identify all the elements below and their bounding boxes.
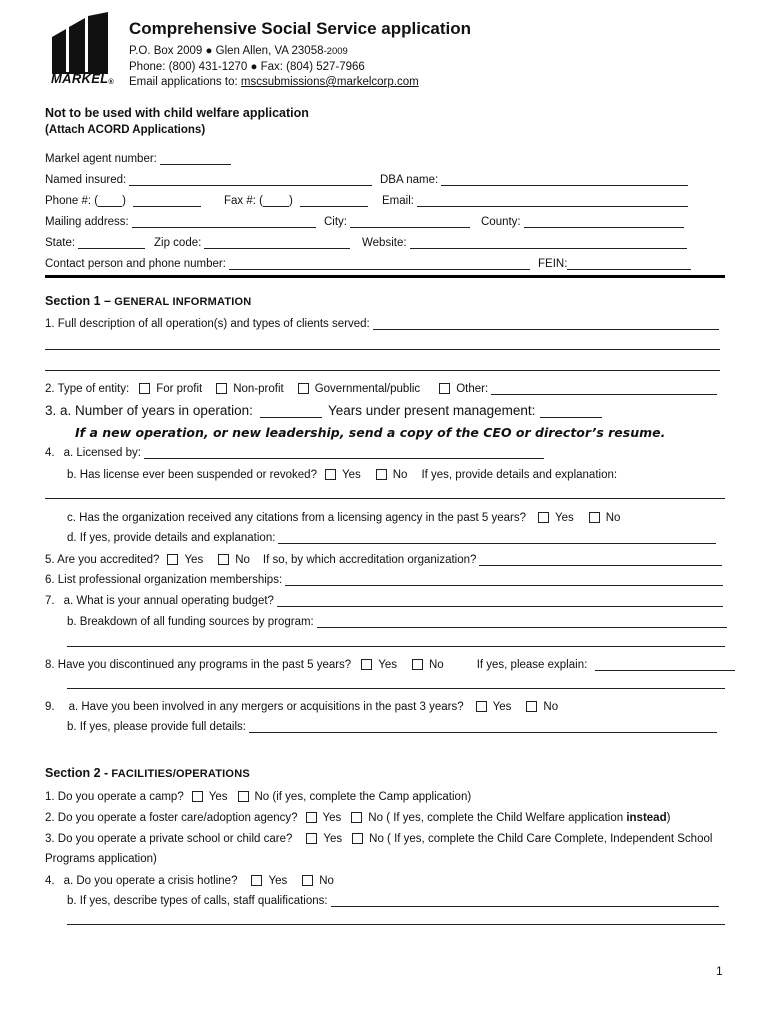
website-field[interactable]	[410, 237, 687, 249]
merger-details-field[interactable]	[249, 721, 717, 733]
s1-q9-yes-label: Yes	[492, 701, 512, 713]
s2-q1-row	[45, 787, 471, 803]
s1-q1-field[interactable]	[373, 318, 719, 330]
licensed-by-field[interactable]	[144, 447, 544, 459]
s1-q7a-row	[45, 592, 723, 607]
agent-number-row	[45, 150, 231, 165]
s1-q4b-no-label: No	[392, 469, 408, 481]
section-1-title: GENERAL INFORMATION	[114, 296, 252, 308]
years-under-management-field[interactable]	[540, 406, 602, 418]
s1-q8-row	[45, 655, 735, 671]
s1-q9-no-checkbox[interactable]	[526, 701, 537, 712]
email-prefix: Email applications to:	[129, 76, 238, 88]
phone-label: Phone #: (	[45, 195, 99, 207]
s1-q4b-label: b. Has license ever been suspended or revoked?	[67, 469, 317, 481]
s2-q4a-label: a. Do you operate a crisis hotline?	[63, 875, 238, 887]
s1-q4c-row	[67, 508, 620, 524]
dba-name-field[interactable]	[441, 174, 688, 186]
county-field[interactable]	[524, 216, 684, 228]
s1-q3-row	[45, 400, 322, 418]
s1-q7a-label: a. What is your annual operating budget?	[63, 595, 274, 607]
hotline-details-field[interactable]	[331, 895, 719, 907]
for-profit-checkbox[interactable]	[139, 383, 150, 394]
s1-q8-yes-label: Yes	[378, 659, 397, 671]
other-checkbox[interactable]	[439, 383, 450, 394]
funding-sources-field[interactable]	[317, 616, 727, 628]
address-text: P.O. Box 2009 ● Glen Allen, VA 23058	[129, 45, 324, 57]
state-label: State:	[45, 237, 76, 249]
contact-label: Contact person and phone number:	[45, 258, 226, 270]
for-profit-label: For profit	[156, 383, 203, 395]
zip-label: Zip code:	[154, 237, 202, 249]
submission-email-link[interactable]: mscsubmissions@markelcorp.com	[240, 76, 419, 88]
s1-q8-no-label: No	[428, 659, 444, 671]
notice-heading: Not to be used with child welfare application	[45, 106, 309, 120]
s1-q3-note: If a new operation, or new leadership, send a copy of the CEO or director’s resume.	[75, 425, 666, 440]
s2-q2-instead: instead	[626, 812, 667, 824]
county-label: County:	[481, 216, 521, 228]
city-field[interactable]	[350, 216, 470, 228]
contact-row	[45, 255, 530, 270]
fein-label: FEIN:	[538, 258, 568, 270]
s1-q5-row	[45, 550, 722, 566]
s1-q9-number: 9.	[45, 701, 55, 713]
s1-q4d-label: d. If yes, provide details and explanation:	[67, 532, 276, 544]
s1-q9a-label: a. Have you been involved in any mergers or acquisitions in the past 3 years?	[68, 701, 464, 713]
city-row	[324, 213, 470, 228]
s1-q9a-row	[45, 697, 558, 713]
phone-area-field[interactable]	[98, 195, 122, 207]
s2-q1-yes-label: Yes	[208, 791, 228, 803]
named-insured-field[interactable]	[129, 174, 372, 186]
s1-q8-line[interactable]	[67, 688, 725, 689]
s1-q4-number: 4.	[45, 447, 55, 459]
s1-q7b-line[interactable]	[67, 646, 725, 647]
s2-q4a-row	[45, 871, 334, 887]
s2-q3-row	[45, 829, 712, 845]
email-label: Email:	[382, 195, 414, 207]
named-insured-row	[45, 171, 372, 186]
years-in-operation-field[interactable]	[260, 406, 322, 418]
s2-q3-cont: Programs application)	[45, 853, 157, 865]
s2-q2-yes-checkbox[interactable]	[306, 812, 317, 823]
s2-q3-yes-label: Yes	[323, 833, 343, 845]
logo-text: MARKEL	[51, 71, 109, 86]
s1-q7b-row	[67, 613, 727, 628]
s1-q4b-yes-label: Yes	[341, 469, 361, 481]
s1-q4a-label: a. Licensed by:	[63, 447, 141, 459]
mailing-address-row	[45, 213, 316, 228]
governmental-checkbox[interactable]	[298, 383, 309, 394]
s2-q2-close: )	[666, 812, 671, 824]
s1-q3b-row	[328, 400, 602, 418]
phone-row	[45, 192, 201, 207]
accreditation-org-field[interactable]	[479, 554, 722, 566]
s1-q1-label: 1. Full description of all operation(s) and types of clients served:	[45, 318, 370, 330]
s1-q5-no-checkbox[interactable]	[218, 554, 229, 565]
governmental-label: Governmental/public	[314, 383, 421, 395]
s2-q1-yes-checkbox[interactable]	[192, 791, 203, 802]
logo-wordmark: MARKEL ®	[51, 71, 114, 86]
s1-q5-tail: If so, by which accreditation organization?	[262, 554, 477, 566]
s1-q9b-label: b. If yes, please provide full details:	[67, 721, 246, 733]
fein-row	[538, 255, 691, 270]
s1-q4b-yes-checkbox[interactable]	[325, 469, 336, 480]
s2-q2-row	[45, 808, 670, 824]
county-row	[481, 213, 684, 228]
state-row	[45, 234, 145, 249]
email-line	[129, 73, 419, 88]
s2-q3-label: 3. Do you operate a private school or child care?	[45, 833, 293, 845]
s2-q4-yes-label: Yes	[268, 875, 288, 887]
s2-q4b-line[interactable]	[67, 924, 725, 925]
agent-number-label: Markel agent number:	[45, 153, 157, 165]
s2-q2-no-label: No ( If yes, complete the Child Welfare application	[368, 812, 624, 824]
s2-q3-no-checkbox[interactable]	[352, 833, 363, 844]
operating-budget-field[interactable]	[277, 595, 723, 607]
s1-q1-row	[45, 315, 719, 330]
phone-fax-line: Phone: (800) 431-1270 ● Fax: (804) 527-7966	[129, 61, 365, 73]
email-field[interactable]	[417, 195, 688, 207]
s1-q6-row	[45, 571, 723, 586]
s2-q1-no-label: No (if yes, complete the Camp application)	[254, 791, 472, 803]
s1-q3b-label: Years under present management:	[328, 403, 536, 418]
s1-q4c-yes-checkbox[interactable]	[538, 512, 549, 523]
s2-q4b-row	[67, 892, 719, 907]
zip-row	[154, 234, 350, 249]
s1-q7b-label: b. Breakdown of all funding sources by program:	[67, 616, 314, 628]
s2-q4-no-checkbox[interactable]	[302, 875, 313, 886]
s1-q4c-yes-label: Yes	[554, 512, 574, 524]
fein-field[interactable]	[567, 258, 691, 270]
s1-q6-label: 6. List professional organization memberships:	[45, 574, 283, 586]
s1-q1-line-3[interactable]	[45, 370, 720, 371]
zip-field[interactable]	[204, 237, 350, 249]
memberships-field[interactable]	[285, 574, 723, 586]
s1-q4b-no-checkbox[interactable]	[376, 469, 387, 480]
s1-q9-no-label: No	[543, 701, 559, 713]
section-2-heading	[45, 764, 250, 780]
mailing-address-field[interactable]	[132, 216, 316, 228]
other-label: Other:	[456, 383, 489, 395]
fax-area-field[interactable]	[263, 195, 289, 207]
address-line	[129, 42, 348, 57]
fax-paren: )	[288, 195, 293, 207]
section-2-number: Section 2 -	[45, 766, 109, 780]
s2-q2-label: 2. Do you operate a foster care/adoption agency?	[45, 812, 298, 824]
s2-q2-no-checkbox[interactable]	[351, 812, 362, 823]
website-label: Website:	[362, 237, 407, 249]
s1-q2-row	[45, 379, 717, 395]
s1-q4c-no-checkbox[interactable]	[589, 512, 600, 523]
section-1-heading	[45, 292, 251, 308]
s1-q3a-label: 3. a. Number of years in operation:	[45, 403, 253, 418]
s1-q4d-row	[67, 529, 716, 544]
s1-q7-number: 7.	[45, 595, 55, 607]
s2-q4b-label: b. If yes, describe types of calls, staff qualifications:	[67, 895, 328, 907]
address-suffix: -2009	[323, 46, 348, 57]
s2-q1-label: 1. Do you operate a camp?	[45, 791, 184, 803]
s2-q3-no-label: No ( If yes, complete the Child Care Complete, Independent School	[369, 833, 713, 845]
section-divider	[45, 275, 725, 278]
fax-number-field[interactable]	[300, 195, 368, 207]
s2-q3-yes-checkbox[interactable]	[306, 833, 317, 844]
non-profit-label: Non-profit	[233, 383, 284, 395]
s1-q5-no-label: No	[235, 554, 250, 566]
s2-q4-no-label: No	[319, 875, 334, 887]
section-2-title: FACILITIES/OPERATIONS	[111, 768, 250, 780]
state-field[interactable]	[78, 237, 145, 249]
s1-q2-label: 2. Type of entity:	[45, 383, 130, 395]
dba-name-label: DBA name:	[380, 174, 439, 186]
s1-q4a-row	[45, 444, 544, 459]
city-label: City:	[324, 216, 347, 228]
s1-q9b-row	[67, 718, 717, 733]
section-1-number: Section 1 –	[45, 294, 111, 308]
s1-q9-yes-checkbox[interactable]	[476, 701, 487, 712]
named-insured-label: Named insured:	[45, 174, 127, 186]
s1-q8-tail: If yes, please explain:	[476, 659, 588, 671]
mailing-address-label: Mailing address:	[45, 216, 129, 228]
other-field[interactable]	[491, 383, 717, 395]
s1-q4d-field[interactable]	[278, 532, 716, 544]
agent-number-field[interactable]	[160, 153, 231, 165]
non-profit-checkbox[interactable]	[216, 383, 227, 394]
s1-q1-line-2[interactable]	[45, 349, 720, 350]
s1-q8-label: 8. Have you discontinued any programs in the past 5 years?	[45, 659, 352, 671]
s1-q5-yes-checkbox[interactable]	[167, 554, 178, 565]
s1-q8-no-checkbox[interactable]	[412, 659, 423, 670]
s2-q4-number: 4.	[45, 875, 55, 887]
page-number: 1	[716, 964, 723, 978]
s2-q4-yes-checkbox[interactable]	[251, 875, 262, 886]
s1-q5-yes-label: Yes	[184, 554, 204, 566]
s2-q1-no-checkbox[interactable]	[238, 791, 249, 802]
contact-field[interactable]	[229, 258, 530, 270]
s1-q4b-row	[67, 465, 617, 481]
s1-q5-label: 5. Are you accredited?	[45, 554, 160, 566]
s1-q4b-tail: If yes, provide details and explanation:	[421, 469, 618, 481]
s1-q4c-label: c. Has the organization received any citations from a licensing agency in the past 5 years?	[67, 512, 526, 524]
discontinued-programs-field[interactable]	[595, 659, 735, 671]
form-title: Comprehensive Social Service application	[129, 19, 472, 38]
phone-paren: )	[122, 195, 126, 207]
s2-q2-yes-label: Yes	[322, 812, 342, 824]
s1-q4c-no-label: No	[605, 512, 621, 524]
fax-label: Fax #: (	[224, 195, 263, 207]
dba-name-row	[380, 171, 688, 186]
fax-row	[224, 192, 368, 207]
email-row	[382, 192, 688, 207]
phone-number-field[interactable]	[133, 195, 201, 207]
website-row	[362, 234, 687, 249]
s1-q8-yes-checkbox[interactable]	[361, 659, 372, 670]
notice-subheading: (Attach ACORD Applications)	[45, 124, 206, 136]
s1-q4b-line[interactable]	[45, 498, 725, 499]
